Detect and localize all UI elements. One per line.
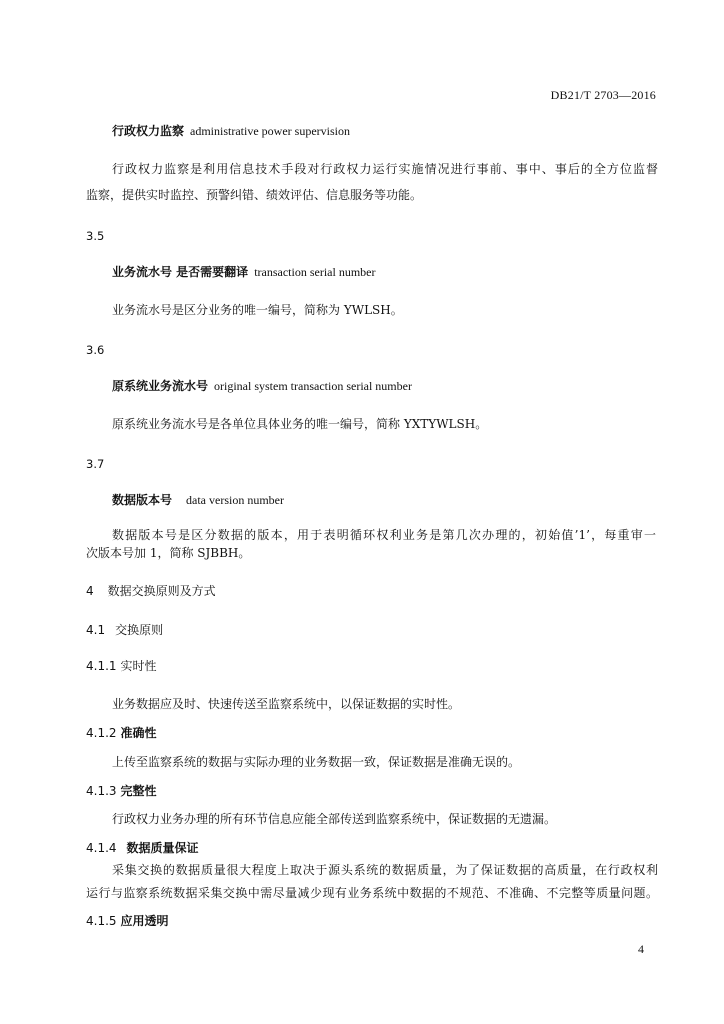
term-chinese: 业务流水号 是否需要翻译 [112,265,249,279]
section-number: 4.1.5 [86,914,117,928]
definition-line: 原系统业务流水号是各单位具体业务的唯一编号，简称 YXTYWLSH。 [112,417,488,431]
clause-number: 3.7 [86,457,105,471]
section-title: 数据质量保证 [126,841,199,855]
section-number: 4.1.2 [86,726,117,740]
section-title: 准确性 [120,726,157,740]
definition-line: 数据版本号是区分数据的版本，用于表明循环权利业务是第几次办理的，初始值’1’，每重审一 [112,528,656,542]
term-transaction-serial-number [112,264,724,280]
section-heading-4-1-5 [86,913,724,929]
section-heading-4 [86,583,724,599]
clause-number: 3.5 [86,229,105,243]
term-english: administrative power supervision [190,124,350,138]
definition-line: 行政权力监察是利用信息技术手段对行政权力运行实施情况进行事前、事中、事后的全方位监督 [112,162,658,176]
section-number: 4.1.3 [86,784,117,798]
paragraph-line: 业务数据应及时、快速传送至监察系统中，以保证数据的实时性。 [112,697,461,711]
term-data-version-number [112,492,724,508]
term-original-system-transaction-serial-number [112,378,724,394]
term-english: transaction serial number [254,265,376,279]
section-heading-4-1-2 [86,725,724,741]
section-title: 应用透明 [120,914,169,928]
paragraph-line: 采集交换的数据质量很大程度上取决于源头系统的数据质量，为了保证数据的高质量，在行政权利 [112,863,658,877]
section-title: 完整性 [120,784,157,798]
paragraph-line: 行政权力业务办理的所有环节信息应能全部传送到监察系统中，保证数据的无遗漏。 [112,812,557,826]
paragraph-line: 运行与监察系统数据采集交换中需尽量减少现有业务系统中数据的不规范、不准确、不完整等质量问题。 [86,886,658,900]
section-title: 实时性 [120,659,157,673]
term-english: data version number [186,493,284,507]
paragraph-line: 上传至监察系统的数据与实际办理的业务数据一致，保证数据是准确无误的。 [112,755,521,769]
page-number: 4 [638,942,644,956]
section-heading-4-1 [86,622,724,638]
term-administrative-power-supervision [112,123,724,139]
section-heading-4-1-4 [86,840,724,856]
term-chinese: 数据版本号 [112,493,173,507]
definition-line: 监察，提供实时监控、预警纠错、绩效评估、信息服务等功能。 [86,188,423,202]
section-heading-4-1-1 [86,658,724,674]
section-number: 4 [86,584,94,598]
definition-line: 次版本号加 1，简称 SJBBH。 [86,546,251,560]
section-heading-4-1-3 [86,783,724,799]
section-title: 数据交换原则及方式 [107,584,216,598]
section-number: 4.1.4 [86,841,117,855]
term-chinese: 原系统业务流水号 [112,379,209,393]
section-number: 4.1.1 [86,659,117,673]
term-english: original system transaction serial number [214,379,412,393]
clause-number: 3.6 [86,343,105,357]
section-title: 交换原则 [115,623,164,637]
term-chinese: 行政权力监察 [112,124,185,138]
document-code-header: DB21/T 2703—2016 [550,88,656,102]
definition-line: 业务流水号是区分业务的唯一编号，简称为 YWLSH。 [112,303,403,317]
section-number: 4.1 [86,623,106,637]
